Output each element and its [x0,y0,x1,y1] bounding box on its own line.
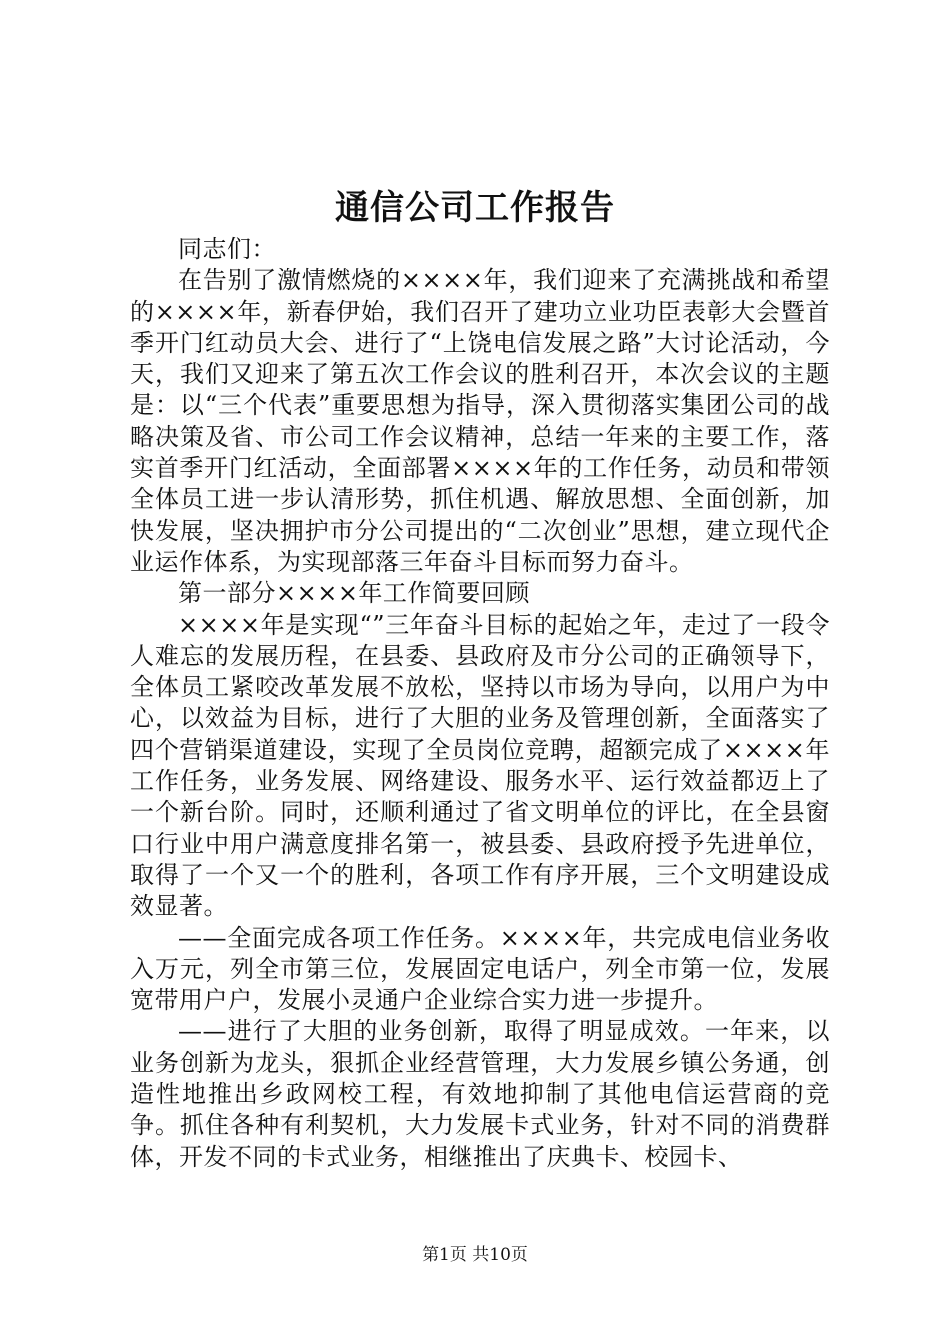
salutation: 同志们： [178,235,276,263]
paragraph-opening: 在告别了激情燃烧的××××年，我们迎来了充满挑战和希望的××××年，新春伊始，我们召开了建功立业功臣表彰大会暨首季开门红动员大会、进行了“上饶电信发展之路”大讨论活动，今天，我们又迎来了第五次工作会议的胜利召开，本次会议的主题是：以“三个代表”重要思想为指导，深入贯彻落实集团公司的战略决策及省、市公司工作会议精神，总结一年来的主要工作，落实首季开门红活动，全面部署××××年的工作任务，动员和带领全体员工进一步认清形势，抓住机遇、解放思想、全面创新，加快发展，坚决拥护市分公司提出的“二次创业”思想，建立现代企业运作体系，为实现部落三年奋斗目标而努力奋斗。 [130,266,830,576]
document-body [130,234,830,1173]
document-title: 通信公司工作报告 [335,188,615,228]
paragraph-innovation: ——进行了大胆的业务创新，取得了明显成效。一年来，以业务创新为龙头，狠抓企业经营管理，大力发展乡镇公务通，创造性地推出乡政网校工程，有效地抑制了其他电信运营商的竞争。抓住各种有利契机，大力发展卡式业务，针对不同的消费群体，开发不同的卡式业务，相继推出了庆典卡、校园卡、 [130,1017,830,1171]
section-heading: 第一部分××××年工作简要回顾 [178,579,530,608]
paragraph-tasks: ——全面完成各项工作任务。××××年，共完成电信业务收入万元，列全市第三位，发展固定电话户，列全市第一位，发展宽带用户户，发展小灵通户企业综合实力进一步提升。 [130,923,830,1015]
page-number: 第1页 共10页 [422,1245,528,1265]
paragraph-review: ××××年是实现“”三年奋斗目标的起始之年，走过了一段令人难忘的发展历程，在县委、县政府及市分公司的正确领导下，全体员工紧咬改革发展不放松，坚持以市场为导向，以用户为中心，以效益为目标，进行了大胆的业务及管理创新，全面落实了四个营销渠道建设，实现了全员岗位竞聘，超额完成了××××年工作任务，业务发展、网络建设、服务水平、运行效益都迈上了一个新台阶。同时，还顺利通过了省文明单位的评比，在全县窗口行业中用户满意度排名第一，被县委、县政府授予先进单位，取得了一个又一个的胜利，各项工作有序开展，三个文明建设成效显著。 [130,610,830,921]
